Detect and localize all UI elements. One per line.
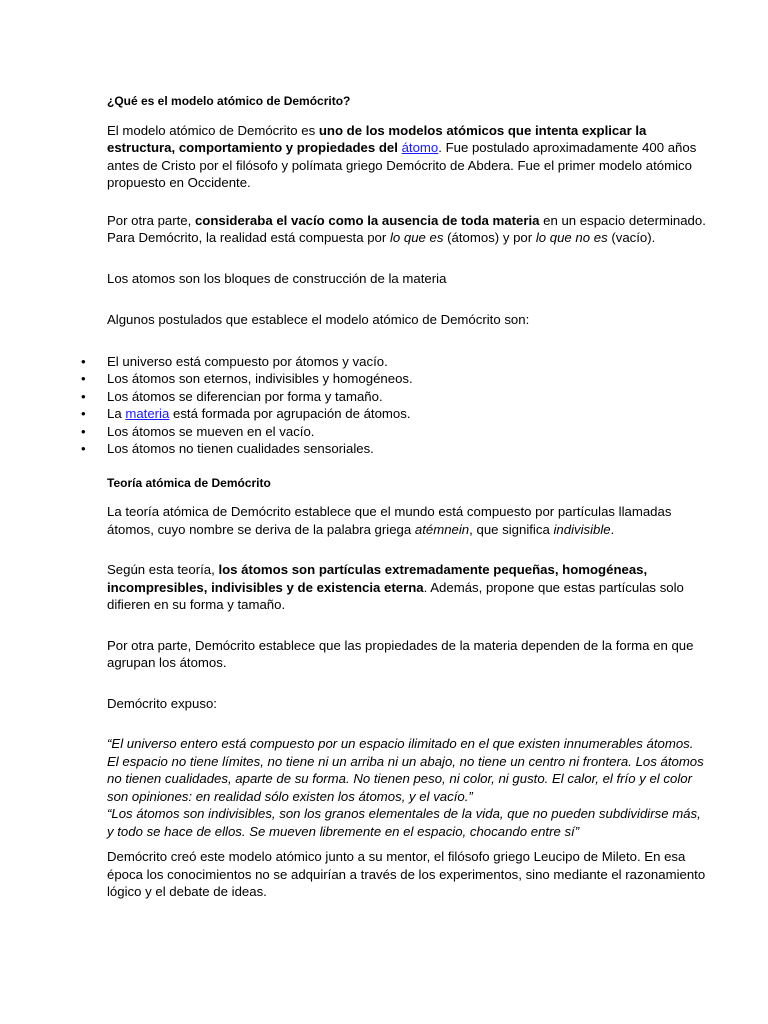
vacuum-text-bold: consideraba el vacío como la ausencia de toda materia	[194, 212, 540, 228]
theory-text-c: .	[610, 521, 615, 537]
intro-text-c: . Fue postulado aproximadamente 400 años antes de Cristo por el filósofo y polímata griego Demócrito de Abdera. Fue el primer modelo atómico propuesto en Occidente.	[107, 140, 697, 190]
list-item-text-a: La	[107, 406, 126, 421]
vacuum-text-e: (vacío).	[607, 230, 656, 245]
vacuum-text-c: en un espacio determinado. Para Demócrito, la realidad está compuesta por	[107, 212, 706, 245]
exposed-paragraph: Demócrito expuso:	[107, 695, 217, 711]
vacuum-italic-2: lo que no es	[535, 230, 608, 245]
intro-text-a: El modelo atómico de Demócrito es	[107, 122, 319, 138]
document-title: ¿Qué es el modelo atómico de Demócrito?	[107, 94, 351, 108]
list-item: • Los átomos se diferencian por forma y tamaño.	[107, 388, 708, 406]
list-item	[107, 405, 708, 423]
theory-text-b: , que significa	[469, 521, 554, 537]
closing-paragraph: Demócrito creó este modelo atómico junto a su mentor, el filósofo griego Leucipo de Mileto. En esa época los conocimientos no se adquirían a través de los experimentos, sino mediante el razonamiento lógico y el debate de ideas.	[107, 849, 706, 899]
list-item: • Los átomos son eternos, indivisibles y homogéneos.	[107, 370, 708, 388]
according-text-a: Según esta teoría,	[107, 562, 219, 577]
according-paragraph	[107, 561, 708, 614]
list-item-text-b: está formada por agrupación de átomos.	[169, 406, 411, 421]
theory-italic-1: atémnein	[414, 521, 470, 537]
postulates-list	[107, 353, 708, 458]
theory-text-a: La teoría atómica de Demócrito establece que el mundo está compuesto por partículas llamadas átomos, cuyo nombre se deriva de la palabra griega	[107, 504, 672, 537]
vacuum-text-d: (átomos) y por	[443, 230, 536, 245]
atomo-link[interactable]: átomo	[401, 140, 439, 155]
theory-paragraph	[107, 503, 708, 538]
building-blocks-paragraph: Los atomos son los bloques de construcción de la materia	[107, 270, 447, 286]
according-text-c: . Además, propone que estas partículas solo difieren en su forma y tamaño.	[107, 579, 684, 612]
section-heading: Teoría atómica de Demócrito	[107, 475, 271, 490]
vacuum-italic-1: lo que es	[389, 230, 444, 245]
list-item: • Los átomos no tienen cualidades sensoriales.	[107, 440, 708, 458]
intro-paragraph	[107, 122, 708, 192]
quote-1: “El universo entero está compuesto por un espacio ilimitado en el que existen innumerables átomos. El espacio no tiene límites, no tiene ni un arriba ni un abajo, no tiene un centro ni frontera. Los átomos no tienen cualidades, aparte de su forma. No tienen peso, ni color, ni gusto. El calor, el frío y el color son opiniones: en realidad sólo existen los átomos, y el vacío.”	[107, 736, 704, 804]
quote-2: “Los átomos son indivisibles, son los granos elementales de la vida, que no pueden subdividirse más, y todo se hace de ellos. Se mueven libremente en el espacio, chocando entre sí”	[107, 806, 701, 839]
vacuum-paragraph	[107, 212, 708, 247]
according-text-bold: los átomos son partículas extremadamente pequeñas, homogéneas, incompresibles, indivisibles y de existencia eterna	[107, 562, 648, 595]
list-item: • Los átomos se mueven en el vacío.	[107, 423, 708, 441]
intro-text-bold: uno de los modelos atómicos que intenta explicar la estructura, comportamiento y propiedades del	[107, 122, 647, 155]
theory-italic-2: indivisible	[553, 521, 611, 537]
properties-paragraph: Por otra parte, Demócrito establece que las propiedades de la materia dependen de la forma en que agrupan los átomos.	[107, 637, 694, 670]
materia-link[interactable]: materia	[125, 406, 170, 421]
postulates-intro-paragraph: Algunos postulados que establece el modelo atómico de Demócrito son:	[107, 312, 530, 327]
list-item: • El universo está compuesto por átomos y vacío.	[107, 353, 708, 371]
vacuum-text-a: Por otra parte,	[107, 212, 195, 228]
